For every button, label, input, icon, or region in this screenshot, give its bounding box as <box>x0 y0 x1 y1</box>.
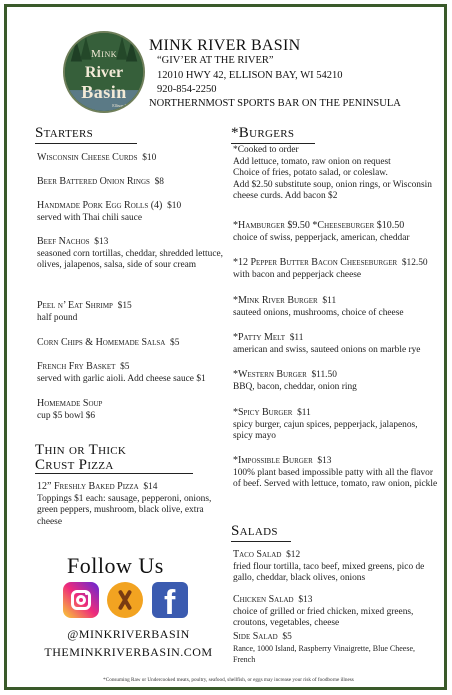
follow-us-title: Follow Us <box>67 553 164 578</box>
starter-item: Corn Chips & Homemade Salsa $5 <box>37 337 180 348</box>
starters-rule <box>35 143 137 144</box>
logo-text-basin: Basin <box>81 82 127 102</box>
starter-item: Beef Nachos $13 seasoned corn tortillas, cheddar, shredded lettuce, olives, jalapenos, salsa, side of sour cream <box>37 236 224 270</box>
salad-item: Chicken Salad $13 choice of grilled or fried chicken, mixed greens, croutons, vegetables, cheese <box>233 594 414 628</box>
logo-text-river: River <box>84 64 124 81</box>
slogan: “GIV’ER AT THE RIVER” <box>157 55 274 66</box>
yelp-icon[interactable] <box>107 582 143 618</box>
burgers-rule <box>231 143 315 144</box>
starter-item: Homemade Soup cup $5 bowl $6 <box>37 398 103 421</box>
logo <box>63 31 145 113</box>
website-link[interactable]: THEMINKRIVERBASIN.COM <box>44 645 213 659</box>
burgers-title: *Burgers <box>231 125 295 141</box>
burger-item: *Hamburger $9.50 *Cheeseburger $10.50 choice of swiss, pepperjack, american, cheddar <box>233 220 410 243</box>
burger-item: *Western Burger $11.50 BBQ, bacon, cheddar, onion ring <box>233 369 357 392</box>
salad-item: Side Salad $5 Rance, 1000 Island, Raspberry Vinaigrette, Blue Cheese, French <box>233 631 415 664</box>
burgers-intro: *Cooked to order Add lettuce, tomato, raw onion on request Choice of fries, potato salad, or coleslaw. Add $2.50 substitute soup, onion rings, or Wisconsin cheese curds. Add bacon $2 <box>233 145 432 201</box>
burger-item: *Mink River Burger $11 sauteed onions, mushrooms, choice of cheese <box>233 295 404 318</box>
starters-title: Starters <box>35 125 94 141</box>
pizza-title: Thin or Thick Crust Pizza <box>35 442 127 473</box>
starter-item: Handmade Pork Egg Rolls (4) $10 served with Thai chili sauce <box>37 200 182 223</box>
salad-item: Taco Salad $12 fried flour tortilla, taco beef, mixed greens, pico de gallo, cheddar, black olives, onions <box>233 549 425 583</box>
pizza-rule <box>35 473 193 474</box>
restaurant-name: MINK RIVER BASIN <box>149 37 301 54</box>
starter-item: French Fry Basket $5 served with garlic aioli. Add cheese sauce $1 <box>37 361 206 384</box>
logo-text-mink: Mink <box>91 48 117 60</box>
menu-page <box>4 4 447 690</box>
social-handle[interactable]: @MINKRIVERBASIN <box>67 627 190 641</box>
burger-item: *Spicy Burger $11 spicy burger, cajun spices, pepperjack, jalapenos, spicy mayo <box>233 407 418 441</box>
salads-rule <box>231 541 291 542</box>
food-safety-disclaimer: *Consuming Raw or Undercooked meats, poultry, seafood, shellfish, or eggs may increase your risk of foodborne illness <box>103 677 354 683</box>
instagram-icon[interactable] <box>63 582 99 618</box>
burger-item: *12 Pepper Butter Bacon Cheeseburger $12.50 with bacon and pepperjack cheese <box>233 257 428 280</box>
address: 12010 HWY 42, ELLISON BAY, WI 54210 <box>157 70 343 81</box>
starter-item: Wisconsin Cheese Curds $10 <box>37 152 157 163</box>
pizza-item: 12” Freshly Baked Pizza $14 Toppings $1 each: sausage, pepperoni, onions, green peppers, mushroom, black olive, extra cheese <box>37 481 212 527</box>
burger-item: *Impossible Burger $13 100% plant based impossible patty with all the flavor of beef. Served with lettuce, tomato, raw onion, pickle <box>233 455 438 489</box>
burger-item: *Patty Melt $11 american and swiss, sauteed onions on marble rye <box>233 332 421 355</box>
logo-text-location: Ellison Bay <box>112 103 131 108</box>
tagline: NORTHERNMOST SPORTS BAR ON THE PENINSULA <box>149 98 401 109</box>
facebook-icon[interactable]: f <box>152 582 188 618</box>
phone: 920-854-2250 <box>157 84 217 95</box>
salads-title: Salads <box>231 523 278 539</box>
starter-item: Peel n’ Eat Shrimp $15 half pound <box>37 300 132 323</box>
starter-item: Beer Battered Onion Rings $8 <box>37 176 164 187</box>
